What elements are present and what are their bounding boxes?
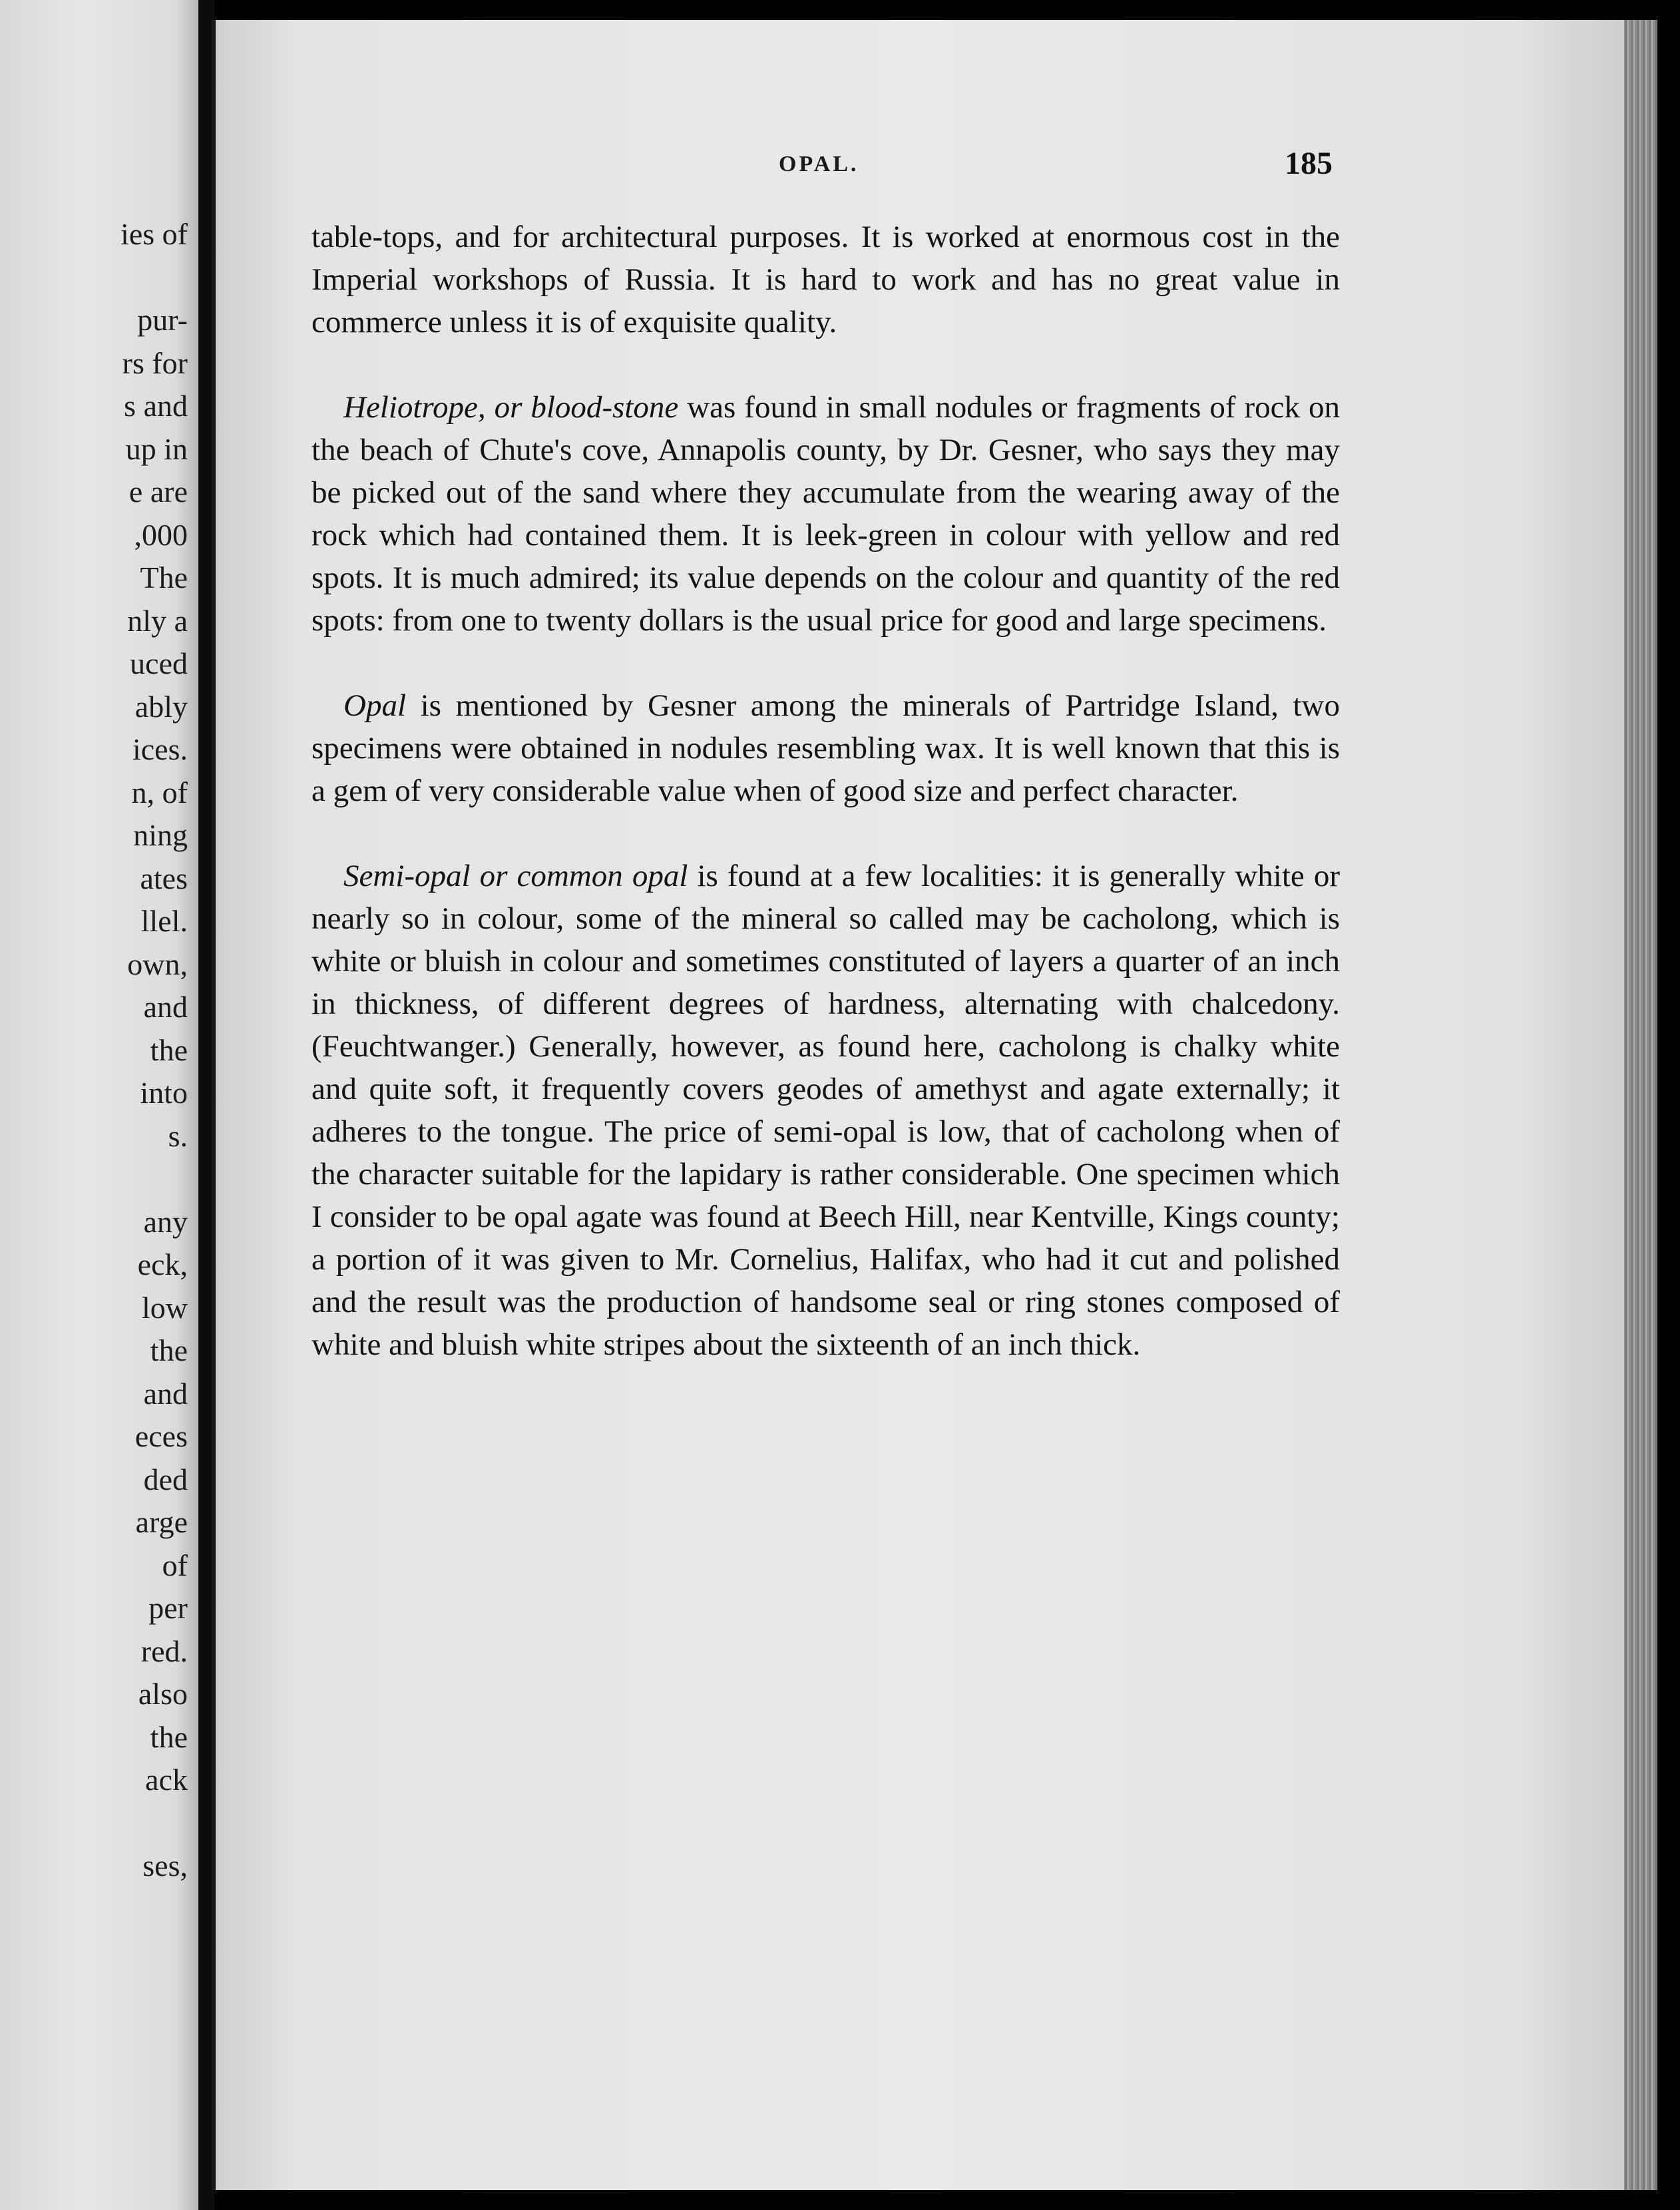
facing-page-line: and [143,1376,188,1411]
facing-page-line: n, of [131,775,188,809]
paragraph [312,855,1340,1366]
paragraph-term: Semi-opal or common opal [343,859,688,893]
facing-page-line: s. [168,1118,188,1153]
facing-page-line [15,256,188,300]
paragraph-term: Heliotrope, or blood-stone [343,390,679,425]
facing-page-line: The [140,560,188,594]
facing-page-line: eck, [137,1247,188,1281]
facing-page-line: per [148,1591,188,1625]
facing-page-line: pur- [137,303,188,337]
body-text [312,216,1340,1409]
facing-page-line [15,1802,188,1845]
facing-page-text [15,213,188,1888]
facing-page-line: ses, [142,1849,188,1882]
facing-page-line: up in [125,431,188,466]
facing-page-line: ably [134,689,188,724]
facing-page-line: red. [140,1634,188,1668]
facing-page-line: also [138,1677,188,1711]
facing-page-line: eces [134,1419,188,1453]
facing-page-line: into [140,1076,188,1110]
paragraph [312,386,1340,642]
facing-page-line: ning [133,818,188,852]
facing-page-line: low [142,1290,188,1325]
facing-page-line: uced [130,646,188,680]
facing-page-line: any [143,1204,188,1239]
paragraph-term: Opal [343,688,406,723]
facing-page-line: e are [128,475,188,509]
running-head: OPAL. [779,152,859,176]
facing-page-line: of [162,1548,188,1582]
paragraph [312,216,1340,343]
facing-page-line: and [143,990,188,1024]
facing-page-line: llel. [140,904,188,938]
page-number: 185 [1285,146,1333,181]
paragraph-text: was found in small nodules or fragments of rock on the beach of Chute's cove, Annapolis county, by Dr. Gesner, who says they may be picked out of the sand where they accumulate from the wearing away of the rock which had contained them. It is leek-green in colour with yellow and red spots. It is much admired; its value depends on the colour and quantity of the red spots: from one to twenty dollars is the usual price for good and large specimens. [312,390,1341,638]
facing-page-line: ,000 [134,517,188,552]
facing-page-line: rs for [122,345,188,380]
paragraph-text: is mentioned by Gesner among the minerals of Partridge Island, two specimens were obtained in nodules resembling wax. It is well known that this is a gem of very considerable value when of good size and perfect character. [312,688,1340,808]
paragraph-text: is found at a few localities: it is generally white or nearly so in colour, some of the mineral so called may be cacholong, which is white or bluish in colour and sometimes constituted of layers a quarter of an inch in thickness, of different degrees of hardness, alternating with chalcedony. (Feuchtwanger.) Generally, however, as found here, cacholong is chalky white and quite soft, it frequently covers geodes of amethyst and agate externally; it adheres to the tongue. The price of semi-opal is low, that of cacholong when of the character suitable for the lapidary is rather considerable. One specimen which I consider to be opal agate was found at Beech Hill, near Kentville, Kings county; a portion of it was given to Mr. Cornelius, Halifax, who had it cut and polished and the result was the production of handsome seal or ring stones composed of white and bluish white stripes about the sixteenth of an inch thick. [312,859,1340,1362]
facing-page-line: ies of [120,217,188,251]
facing-page-line: nly a [127,603,188,638]
facing-page-line: ack [145,1763,188,1797]
facing-page-line: the [150,1032,188,1067]
facing-page [0,0,206,2210]
paragraph [312,684,1340,812]
page-edges [1624,20,1657,2190]
facing-page-line: ates [140,861,188,895]
facing-page-line [15,1158,188,1201]
facing-page-line: the [150,1333,188,1367]
facing-page-line: arge [135,1505,188,1539]
facing-page-line: ices. [132,732,188,766]
facing-page-line: s and [124,389,188,423]
facing-page-line: ded [143,1462,188,1496]
paragraph-text: table-tops, and for architectural purposes. It is worked at enormous cost in the Imperial workshops of Russia. It is hard to work and has no great value in commerce unless it is of exquisite quality. [312,220,1340,339]
facing-page-line: own, [127,947,188,981]
facing-page-line: the [150,1719,188,1754]
